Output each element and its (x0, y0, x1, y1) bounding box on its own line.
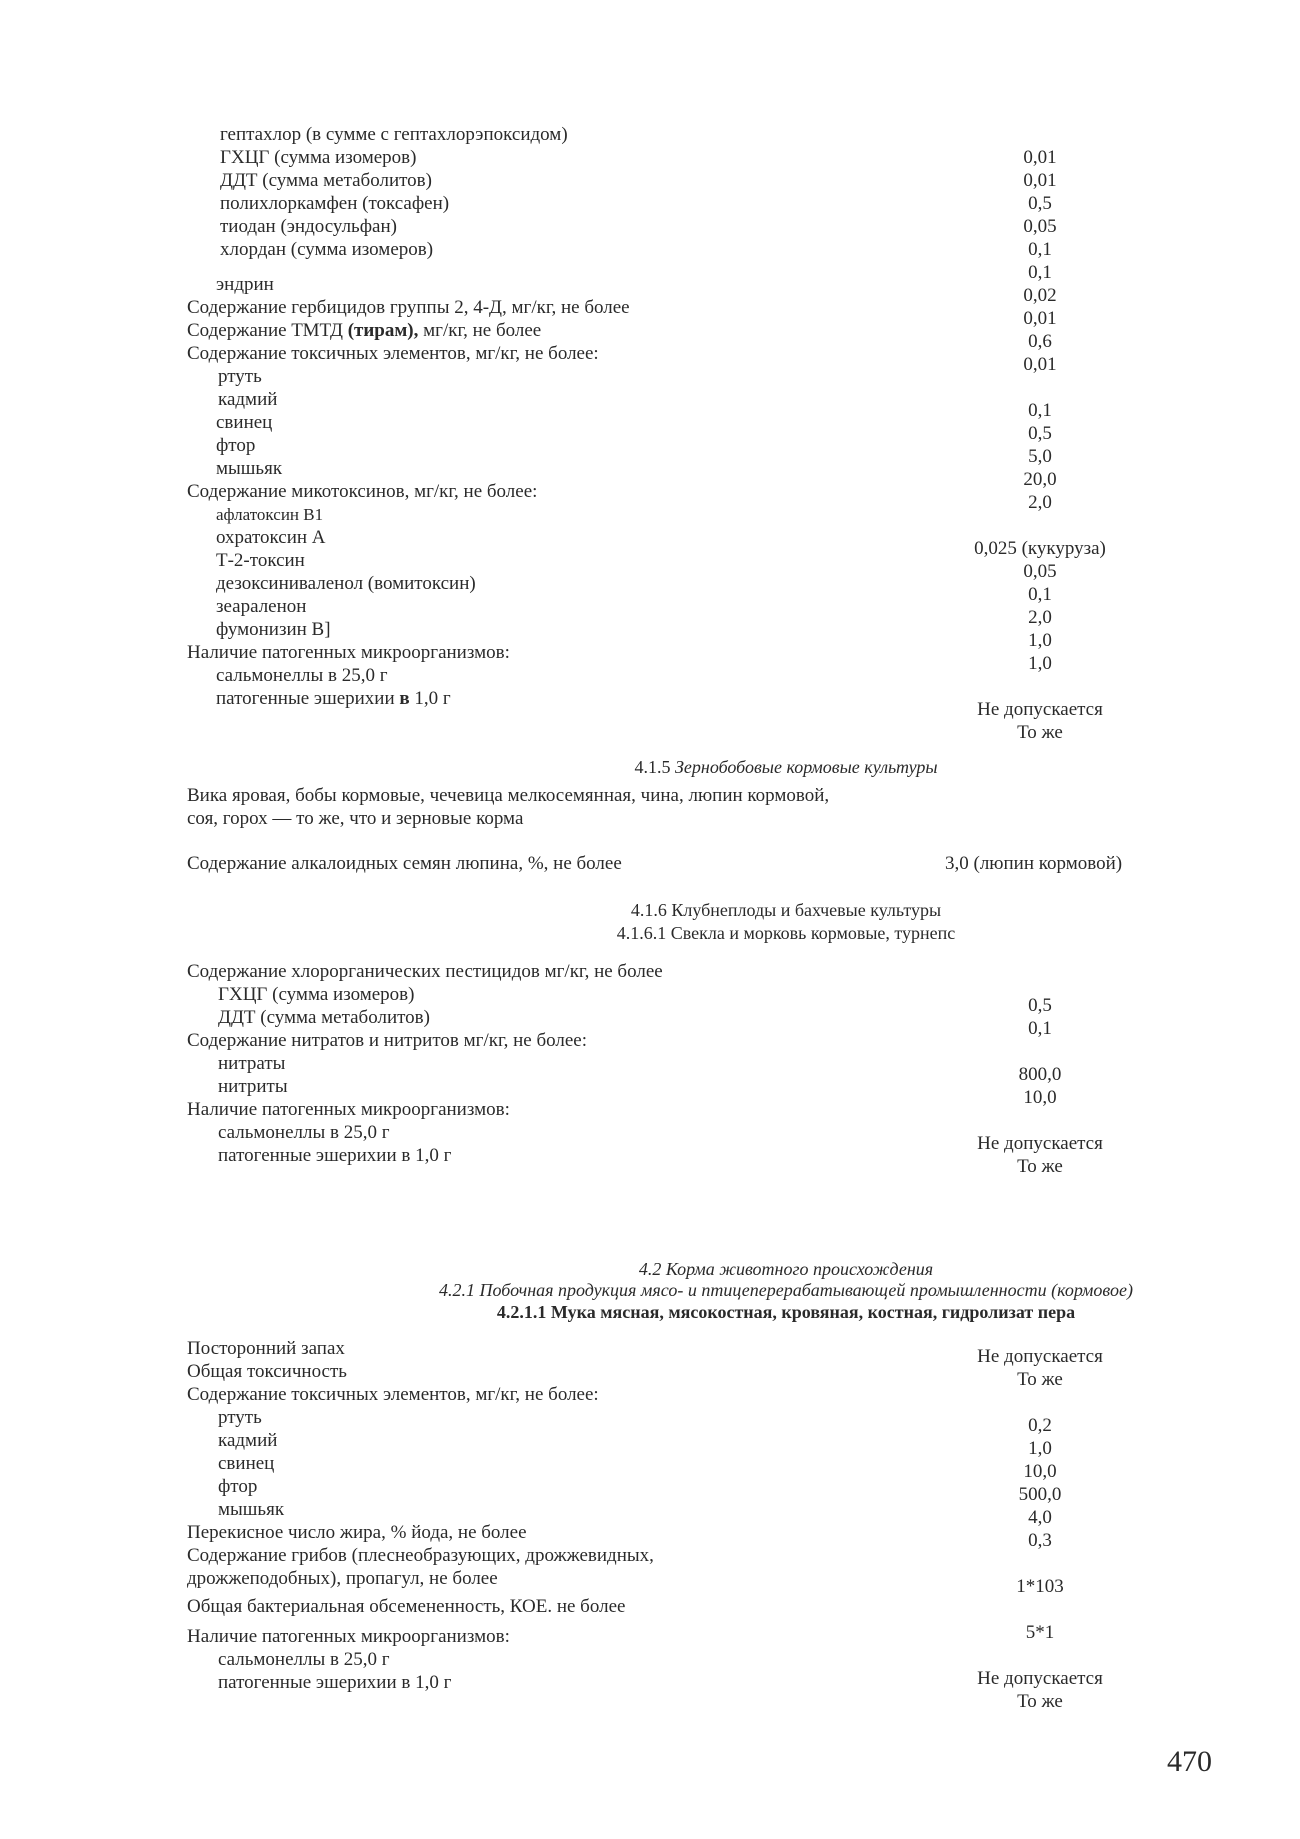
table-row-label: эндрин (216, 274, 274, 295)
table-cell-value: 500,0 (1018, 1484, 1062, 1505)
table-cell-value: 0,5 (1028, 423, 1052, 444)
table-row-label: Общая токсичность (187, 1361, 347, 1382)
table-row-label: дрожжеподобных), пропагул, не более (187, 1568, 498, 1589)
table-row-label: фтор (218, 1476, 258, 1497)
table-cell-value: 3,0 (люпин кормовой) (945, 853, 1123, 874)
table-cell-value: То же (1017, 1691, 1063, 1712)
table-row-label: Содержание алкалоидных семян люпина, %, не более (187, 853, 622, 874)
table-row-label: полихлоркамфен (токсафен) (220, 193, 450, 214)
section-heading-4-2-1-1: 4.2.1.1 Мука мясная, мясокостная, кровяная, костная, гидролизат пера (496, 1302, 1076, 1322)
table-cell-value: 1,0 (1028, 653, 1052, 674)
table-row-label: зеараленон (216, 596, 307, 617)
section-heading-4-1-6: 4.1.6 Клубнеплоды и бахчевые культуры (630, 900, 942, 920)
section-heading-4-2-1: 4.2.1 Побочная продукция мясо- и птицеперерабатывающей промышленности (кормовое) (439, 1280, 1133, 1300)
table-row-label: сальмонеллы в 25,0 г (218, 1649, 390, 1670)
table-cell-value: 0,01 (1023, 308, 1057, 329)
table-row-label: мышьяк (216, 458, 283, 479)
table-cell-value: 1*103 (1016, 1576, 1064, 1597)
table-row-label: Общая бактериальная обсемененность, КОЕ. не более (187, 1596, 626, 1617)
table-cell-value: Не допускается (977, 1668, 1103, 1689)
table-row-label: нитриты (218, 1076, 288, 1097)
table-cell-value: 0,05 (1023, 216, 1057, 237)
table-cell-value: Не допускается (977, 699, 1103, 720)
table-row-label: кадмий (218, 389, 278, 410)
table-cell-value: 4,0 (1028, 1507, 1052, 1528)
table-cell-value: 0,3 (1028, 1530, 1052, 1551)
paragraph-line: соя, горох — то же, что и зерновые корма (187, 808, 524, 829)
table-row-label: Перекисное число жира, % йода, не более (187, 1522, 527, 1543)
table-cell-value: 0,1 (1028, 584, 1052, 605)
table-row-label: гептахлор (в сумме с гептахлорэпоксидом) (220, 124, 568, 145)
table-cell-value: 0,1 (1028, 400, 1052, 421)
table-row-label: афлатоксин В1 (216, 505, 324, 524)
table-row-label: хлордан (сумма изомеров) (220, 239, 434, 260)
table-row-label: Т-2-токсин (216, 550, 305, 571)
table-row-label: Содержание токсичных элементов, мг/кг, не более: (187, 343, 599, 364)
table-cell-value: То же (1017, 722, 1063, 743)
table-row-label: мышьяк (218, 1499, 285, 1520)
table-row-label: Содержание грибов (плеснеобразующих, дрожжевидных, (187, 1545, 654, 1566)
table-row-label: патогенные эшерихии в 1,0 г (216, 688, 451, 709)
table-row-label: охратоксин А (216, 527, 326, 548)
table-cell-value: 0,6 (1028, 331, 1052, 352)
table-row-label: ДДТ (сумма метаболитов) (218, 1007, 430, 1028)
table-row-label: ДДТ (сумма метаболитов) (220, 170, 432, 191)
table-row-label: свинец (216, 412, 273, 433)
paragraph-line: Вика яровая, бобы кормовые, чечевица мелкосемянная, чина, люпин кормовой, (187, 785, 830, 806)
table-row-label: тиодан (эндосульфан) (220, 216, 397, 237)
page-number: 470 (1167, 1745, 1212, 1778)
table-cell-value: 0,05 (1023, 561, 1057, 582)
table-cell-value: 5,0 (1028, 446, 1052, 467)
table-row-label: ртуть (218, 1407, 262, 1428)
table-cell-value: 2,0 (1028, 607, 1052, 628)
table-cell-value: 1,0 (1028, 630, 1052, 651)
table-row-label: фтор (216, 435, 256, 456)
table-row-label: Наличие патогенных микроорганизмов: (187, 642, 510, 663)
table-row-label: ГХЦГ (сумма изомеров) (218, 984, 415, 1005)
table-row-label: свинец (218, 1453, 275, 1474)
table-cell-value: 0,02 (1023, 285, 1057, 306)
table-row-label: ртуть (218, 366, 262, 387)
table-cell-value: 2,0 (1028, 492, 1052, 513)
table-cell-value: Не допускается (977, 1133, 1103, 1154)
table-cell-value: 0,1 (1028, 239, 1052, 260)
table-cell-value: 20,0 (1023, 469, 1057, 490)
table-row-label: сальмонеллы в 25,0 г (218, 1122, 390, 1143)
table-cell-value: 0,01 (1023, 170, 1057, 191)
section-title: Зернобобовые кормовые культуры (674, 757, 938, 777)
section-heading-4-1-5 (634, 756, 937, 778)
table-cell-value: 0,1 (1028, 262, 1052, 283)
table-cell-value: 10,0 (1023, 1087, 1057, 1108)
table-cell-value: То же (1017, 1156, 1063, 1177)
table-cell-value: 10,0 (1023, 1461, 1057, 1482)
table-row-label: дезоксиниваленол (вомитоксин) (216, 573, 476, 594)
table-row-label: Наличие патогенных микроорганизмов: (187, 1099, 510, 1120)
table-cell-value: 0,01 (1023, 147, 1057, 168)
table-cell-value: 1,0 (1028, 1438, 1052, 1459)
table-cell-value: То же (1017, 1369, 1063, 1390)
table-cell-value: 5*1 (1025, 1622, 1055, 1643)
table-cell-value: 0,5 (1028, 193, 1052, 214)
table-row-label: Содержание токсичных элементов, мг/кг, не более: (187, 1384, 599, 1405)
table-row-label: Посторонний запах (187, 1338, 345, 1359)
table-row-label: Наличие патогенных микроорганизмов: (187, 1626, 510, 1647)
table-row-label: кадмий (218, 1430, 278, 1451)
table-cell-value: 0,025 (кукуруза) (974, 538, 1106, 559)
table-row-label: Содержание хлорорганических пестицидов мг/кг, не более (187, 961, 663, 982)
table-row-label: Содержание ТМТД (тирам), мг/кг, не более (187, 320, 542, 341)
table-cell-value: Не допускается (977, 1346, 1103, 1367)
table-row-label: патогенные эшерихии в 1,0 г (218, 1672, 452, 1693)
table-row-label: фумонизин В] (216, 619, 331, 640)
section-heading-4-2: 4.2 Корма животного происхождения (638, 1259, 934, 1279)
table-row-label: патогенные эшерихии в 1,0 г (218, 1145, 452, 1166)
table-cell-value: 0,01 (1023, 354, 1057, 375)
table-row-label: сальмонеллы в 25,0 г (216, 665, 388, 686)
table-row-label: Содержание гербицидов группы 2, 4-Д, мг/кг, не более (187, 297, 630, 318)
table-row-label: нитраты (218, 1053, 286, 1074)
table-cell-value: 0,2 (1028, 1415, 1052, 1436)
table-row-label: Содержание нитратов и нитритов мг/кг, не более: (187, 1030, 587, 1051)
table-row-label: ГХЦГ (сумма изомеров) (220, 147, 417, 168)
table-row-label: Содержание микотоксинов, мг/кг, не более: (187, 481, 538, 502)
table-cell-value: 0,1 (1028, 1018, 1052, 1039)
table-cell-value: 800,0 (1018, 1064, 1062, 1085)
section-heading-4-1-6-1: 4.1.6.1 Свекла и морковь кормовые, турнепс (616, 923, 956, 943)
section-number: 4.1.5 (634, 757, 671, 777)
table-cell-value: 0,5 (1028, 995, 1052, 1016)
